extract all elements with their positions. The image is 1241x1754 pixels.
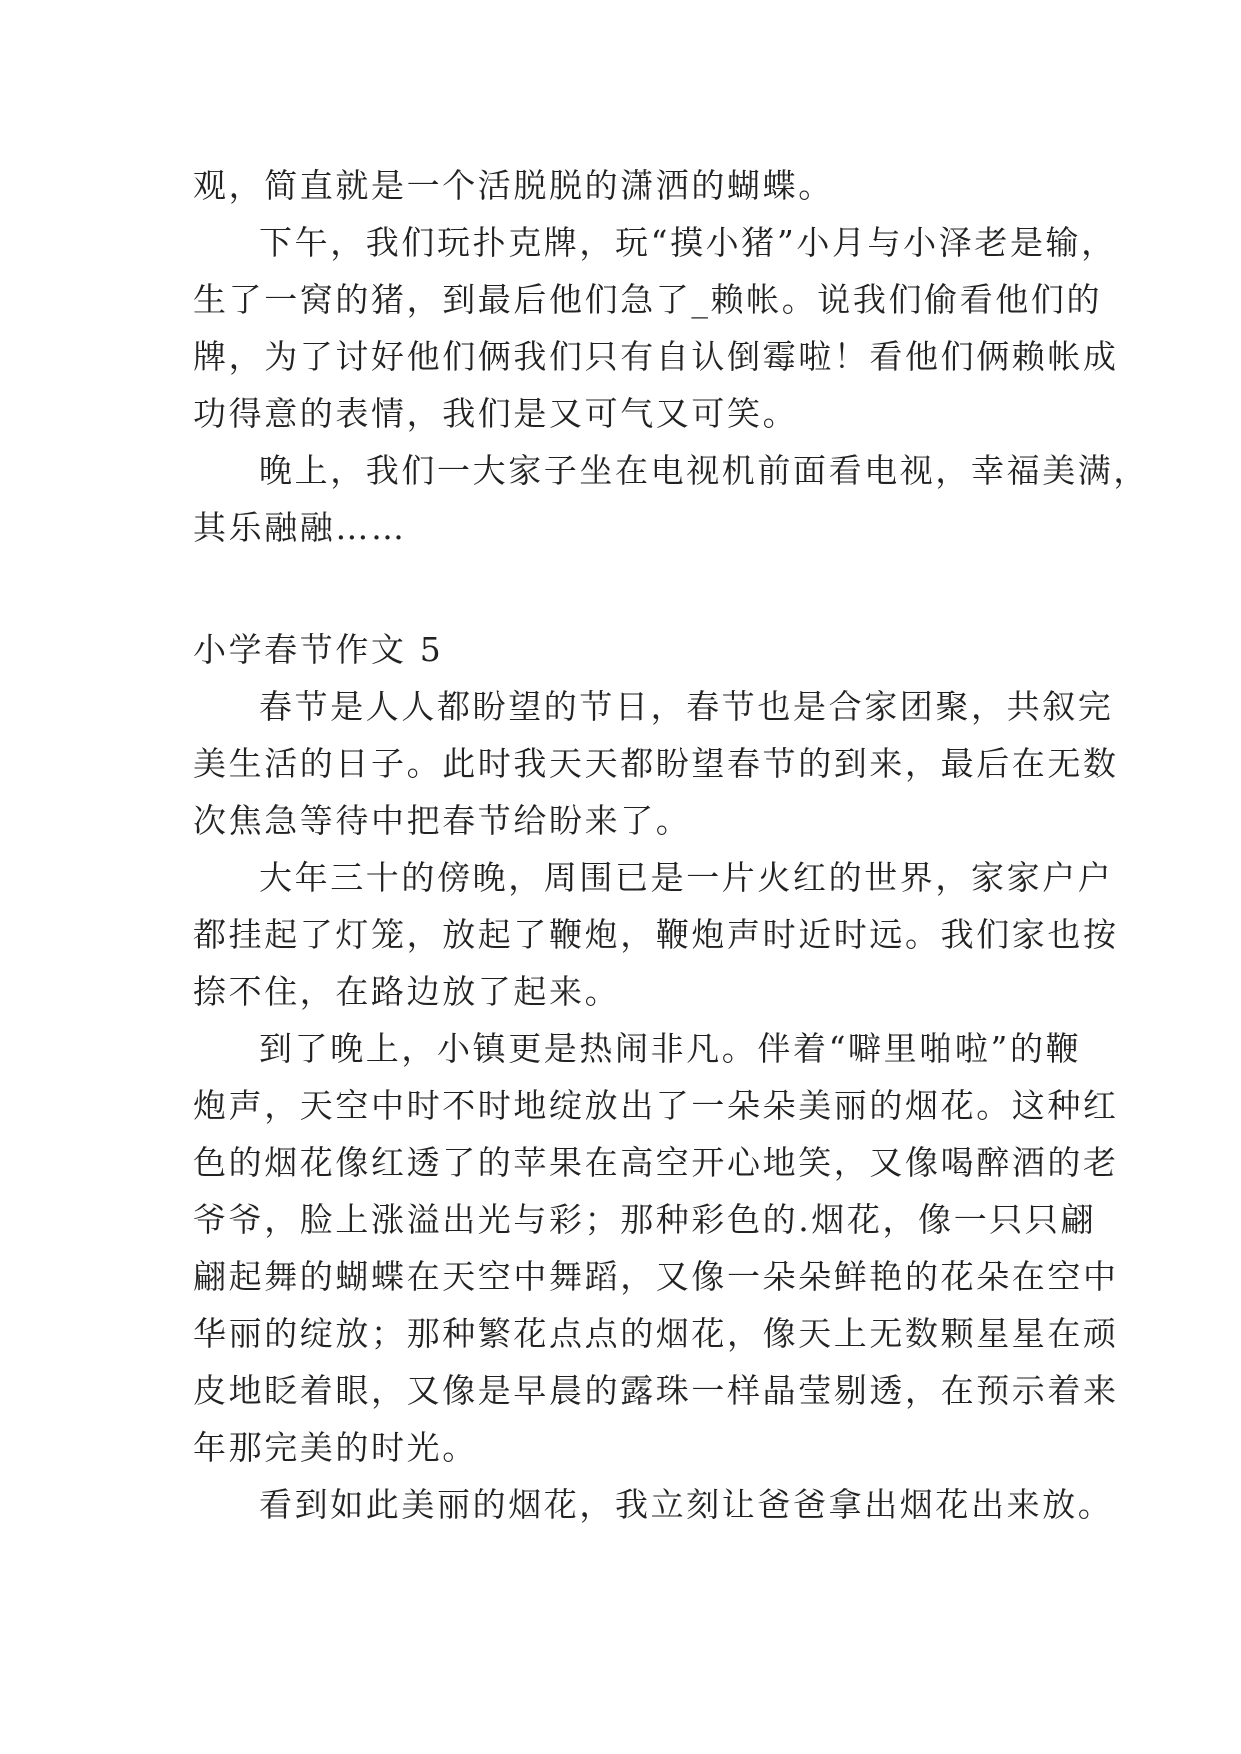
- paragraph-line: 炮声，天空中时不时地绽放出了一朵朵美丽的烟花。这种红: [193, 1086, 1119, 1125]
- paragraph-line: 晚上，我们一大家子坐在电视机前面看电视，幸福美满，: [259, 451, 1149, 490]
- paragraph-line: 美生活的日子。此时我天天都盼望春节的到来，最后在无数: [193, 744, 1119, 783]
- paragraph-line: 翩起舞的蝴蝶在天空中舞蹈，又像一朵朵鲜艳的花朵在空中: [193, 1257, 1119, 1296]
- paragraph-line: 色的烟花像红透了的苹果在高空开心地笑，又像喝醉酒的老: [193, 1143, 1119, 1182]
- paragraph-line: 看到如此美丽的烟花，我立刻让爸爸拿出烟花出来放。: [259, 1485, 1114, 1524]
- paragraph-line: 年那完美的时光。: [193, 1428, 478, 1467]
- paragraph-line: 春节是人人都盼望的节日，春节也是合家团聚，共叙完: [259, 687, 1114, 726]
- paragraph-line: 功得意的表情，我们是又可气又可笑。: [193, 394, 799, 433]
- paragraph-line: 华丽的绽放；那种繁花点点的烟花，像天上无数颗星星在顽: [193, 1314, 1119, 1353]
- paragraph-line: 都挂起了灯笼，放起了鞭炮，鞭炮声时近时远。我们家也按: [193, 915, 1119, 954]
- section-heading: 小学春节作文 5: [193, 630, 444, 669]
- paragraph-line: 生了一窝的猪，到最后他们急了_赖帐。说我们偷看他们的: [193, 280, 1103, 319]
- paragraph-line: 次焦急等待中把春节给盼来了。: [193, 801, 692, 840]
- paragraph-line: 观，简直就是一个活脱脱的潇洒的蝴蝶。: [193, 166, 834, 205]
- paragraph-line: 下午，我们玩扑克牌，玩“摸小猪”小月与小泽老是输，: [259, 223, 1117, 262]
- paragraph-line: 其乐融融……: [193, 508, 407, 547]
- paragraph-line: 皮地眨着眼，又像是早晨的露珠一样晶莹剔透，在预示着来: [193, 1371, 1119, 1410]
- paragraph-line: 爷爷，脸上涨溢出光与彩；那种彩色的.烟花，像一只只翩: [193, 1200, 1097, 1239]
- paragraph-line: 捺不住，在路边放了起来。: [193, 972, 621, 1011]
- paragraph-line: 到了晚上，小镇更是热闹非凡。伴着“噼里啪啦”的鞭: [259, 1029, 1082, 1068]
- paragraph-line: 牌，为了讨好他们俩我们只有自认倒霉啦！看他们俩赖帐成: [193, 337, 1119, 376]
- paragraph-line: 大年三十的傍晚，周围已是一片火红的世界，家家户户: [259, 858, 1114, 897]
